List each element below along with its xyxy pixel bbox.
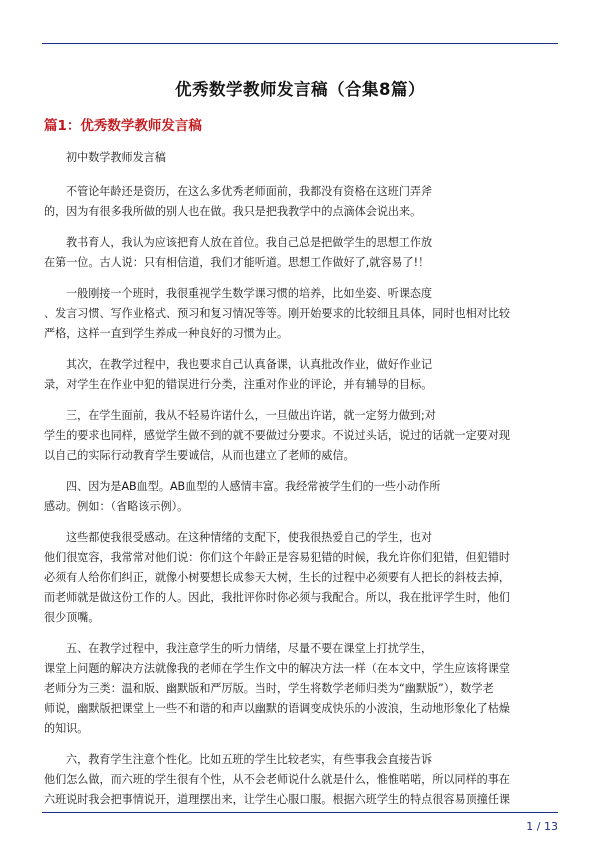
- paragraph-line: 学生的要求也同样，感觉学生做不到的就不要做过分要求。不说过头话，说过的话就一定要对现: [44, 429, 510, 442]
- paragraph-line: 不管论年龄还是资历，在这么多优秀老师面前，我都没有资格在这班门弄斧: [66, 185, 433, 198]
- paragraph-line: 在第一位。古人说：只有相信道，我们才能听道。思想工作做好了,就容易了!！: [44, 256, 430, 269]
- body-paragraph: [44, 528, 557, 628]
- paragraph-line: 严格，这样一直到学生养成一种良好的习惯为止。: [44, 327, 289, 340]
- document-body: [44, 148, 557, 821]
- paragraph-line: 师说，幽默版把课堂上一些不和谐的和声以幽默的语调变成快乐的小波浪，生动地形象化了枯燥: [44, 702, 510, 715]
- paragraph-line: 他们怎么做，而六班的学生很有个性，从不会老师说什么就是什么，惟惟喏喏，所以同样的事在: [44, 773, 510, 786]
- body-paragraph: [44, 233, 557, 273]
- paragraph-line: 录，对学生在作业中犯的错误进行分类，注重对作业的评论，并有辅导的目标。: [44, 378, 433, 391]
- paragraph-list: [44, 182, 557, 810]
- paragraph-line: 教书育人，我认为应该把育人放在首位。我自己总是把做学生的思想工作放: [66, 236, 433, 249]
- paragraph-line: 感动。例如：（省略该示例）。: [44, 500, 189, 513]
- paragraph-line: 老师分为三类：温和版、幽默版和严厉版。当时，学生将数学老师归类为“幽默版”），数学老: [44, 682, 494, 695]
- paragraph-line: 的，因为有很多我所做的别人也在做。我只是把我教学中的点滴体会说出来。: [44, 205, 422, 218]
- subtitle: 初中数学教师发言稿: [66, 151, 166, 164]
- paragraph-line: 、发言习惯、写作业格式、预习和复习情况等等。刚开始要求的比较细且具体，同时也相对比较: [44, 307, 510, 320]
- document-title: 优秀数学教师发言稿（合集8篇）: [175, 80, 425, 99]
- paragraph-line: 四、因为是AB血型。AB血型的人感情丰富。我经常被学生们的一些小动作所: [66, 480, 441, 493]
- body-paragraph: [44, 355, 557, 395]
- paragraph-line: 这些都使我很受感动。在这种情绪的支配下，使我很热爱自己的学生，也对: [66, 531, 433, 544]
- paragraph-line: 他们很宽容，我常常对他们说：你们这个年龄正是容易犯错的时候，我允许你们犯错，但犯错时: [44, 551, 510, 564]
- body-paragraph: [44, 477, 557, 517]
- paragraph-line: 六，教育学生注意个性化。比如五班的学生比较老实，有些事我会直接告诉: [66, 753, 433, 766]
- body-paragraph: [44, 750, 557, 810]
- paragraph-line: 而老师就是做这份工作的人。因此，我批评你时你必须与我配合。所以，我在批评学生时，他们: [44, 591, 510, 604]
- paragraph-line: 一般刚接一个班时，我很重视学生数学课习惯的培养，比如坐姿、听课态度: [66, 287, 433, 300]
- header-rule: [42, 43, 558, 44]
- paragraph-line: 必须有人给你们纠正，就像小树要想长成参天大树，生长的过程中必须要有人把长的斜枝去掉，: [44, 571, 510, 584]
- paragraph-line: 五、在教学过程中，我注意学生的听力情绪，尽量不要在课堂上打扰学生，: [66, 642, 433, 655]
- body-paragraph: [44, 639, 557, 739]
- subtitle-paragraph: [44, 148, 557, 168]
- body-paragraph: [44, 406, 557, 466]
- paragraph-line: 的知识。: [44, 722, 89, 735]
- paragraph-line: 课堂上问题的解决方法就像我的老师在学生作文中的解决方法一样（在本文中，学生应该将课堂: [44, 662, 510, 675]
- paragraph-line: 六班说时我会把事情说开，道理摆出来，让学生心服口服。根据六班学生的特点很容易顶撞任课: [44, 793, 510, 806]
- body-paragraph: [44, 284, 557, 344]
- body-paragraph: [44, 182, 557, 222]
- page-number: 1 / 13: [526, 820, 558, 833]
- paragraph-line: 很少顶嘴。: [44, 611, 100, 624]
- paragraph-line: 三，在学生面前，我从不轻易许诺什么，一旦做出许诺，就一定努力做到;对: [66, 409, 436, 422]
- paragraph-line: 其次，在教学过程中，我也要求自己认真备课，认真批改作业，做好作业记: [66, 358, 433, 371]
- paragraph-line: 以自己的实际行动教育学生要诚信，从而也建立了老师的威信。: [44, 449, 355, 462]
- footer-rule: [42, 812, 558, 813]
- section-heading: 篇1：优秀数学教师发言稿: [44, 118, 202, 134]
